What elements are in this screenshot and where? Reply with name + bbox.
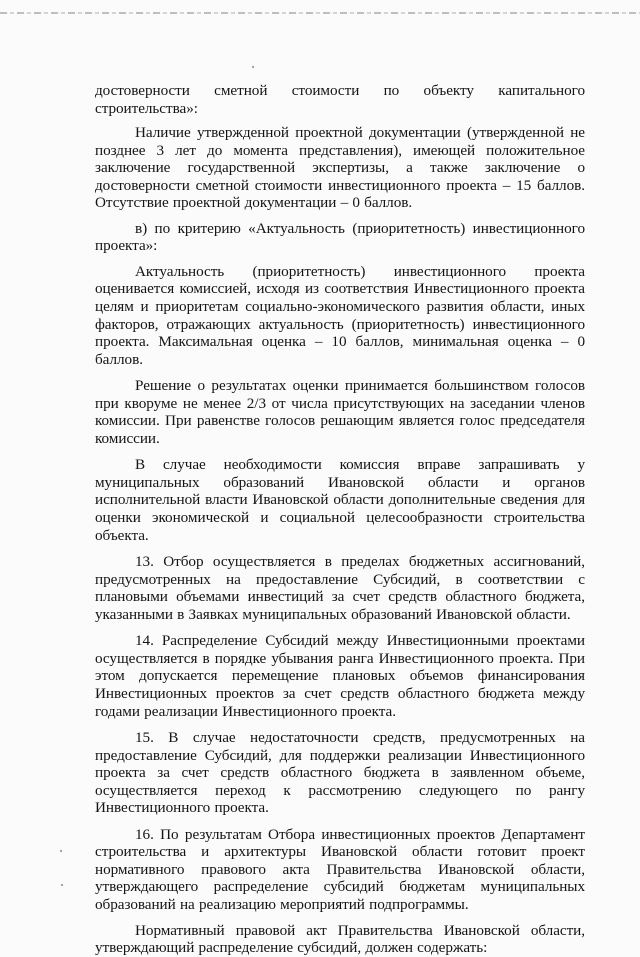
scan-speck (252, 66, 254, 68)
paragraph-criterion-c: в) по критерию «Актуальность (приоритетность) инвестиционного проекта»: (95, 219, 585, 255)
scan-speck (61, 884, 63, 886)
paragraph-14: 14. Распределение Субсидий между Инвестиционными проектами осуществляется в порядке убывания ранга Инвестиционного проекта. При этом допускается перемещение плановых объемов финансирования Инвестиционных проектов за счет средств областного бюджета между годами реализации Инвестиционного проекта. (95, 632, 585, 720)
paragraph-16: 16. По результатам Отбора инвестиционных проектов Департамент строительства и архитектуры Ивановской области готовит проект нормативного правового акта Правительства Ивановской области, утверждающего распределение субсидий бюджетам муниципальных образований на реализацию мероприятий подпрограммы. (95, 825, 585, 913)
paragraph-decision: Решение о результатах оценки принимается большинством голосов при кворуме не менее 2/3 от числа присутствующих на заседании членов комиссии. При равенстве голосов решающим является голос председателя комиссии. (95, 377, 585, 447)
paragraph-relevance: Актуальность (приоритетность) инвестиционного проекта оценивается комиссией, исходя из соответствия Инвестиционного проекта целям и приоритетам социально-экономического развития области, иных факторов, отражающих актуальность (приоритетность) инвестиционного проекта. Максимальная оценка – 10 баллов, минимальная оценка – 0 баллов. (95, 262, 585, 368)
paragraph-15: 15. В случае недостаточности средств, предусмотренных на предоставление Субсидий, для поддержки реализации Инвестиционного проекта за счет средств областного бюджета в заявленном объеме, осуществляется переход к рассмотрению следующего по рангу Инвестиционного проекта. (95, 729, 585, 817)
paragraph-continuation: достоверности сметной стоимости по объекту капитального строительства»: (95, 82, 585, 117)
paragraph-13: 13. Отбор осуществляется в пределах бюджетных ассигнований, предусмотренных на предоставление Субсидий, в соответствии с плановыми объемами инвестиций за счет средств областного бюджета, указанными в Заявках муниципальных образований Ивановской области. (95, 553, 585, 623)
document-page (95, 82, 585, 957)
paragraph-legal-act: Нормативный правовой акт Правительства Ивановской области, утверждающий распределение субсидий, должен содержать: (95, 921, 585, 957)
paragraph-design-docs: Наличие утвержденной проектной документации (утвержденной не позднее 3 лет до момента представления), имеющей положительное заключение государственной экспертизы, а также заключение о достоверности сметной стоимости инвестиционного проекта – 15 баллов. Отсутствие проектной документации – 0 баллов. (95, 124, 585, 212)
paragraph-request-info: В случае необходимости комиссия вправе запрашивать у муниципальных образований Ивановской области и органов исполнительной власти Ивановской области дополнительные сведения для оценки экономической и социальной целесообразности строительства объекта. (95, 456, 585, 544)
scan-top-edge (0, 12, 640, 14)
scan-speck (60, 850, 62, 852)
